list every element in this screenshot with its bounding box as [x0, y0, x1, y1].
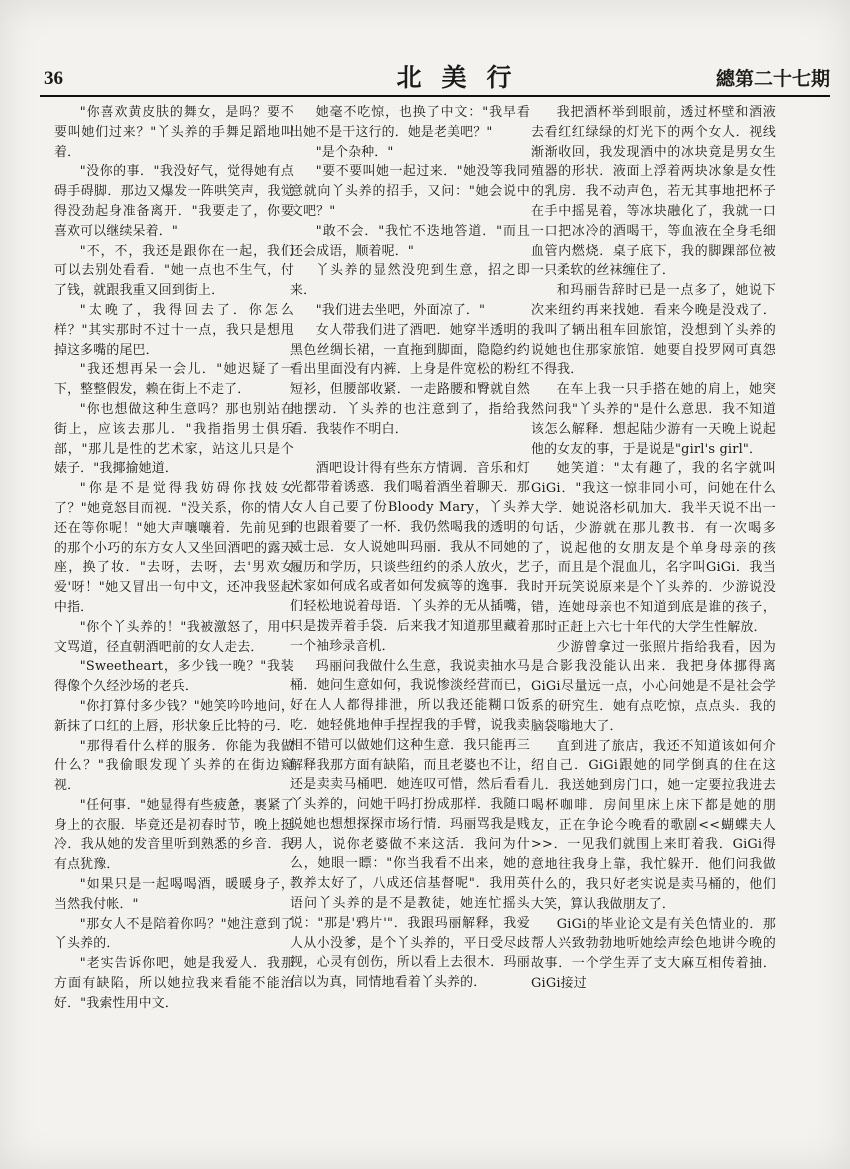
- article-body: [0, 103, 850, 1143]
- paragraph: "敢不会．"我忙不迭地答道．"而且还会成语，顺着呢．": [290, 223, 530, 259]
- page-number: 36: [44, 68, 63, 89]
- paragraph: "任何事．"她显得有些疲惫，裹紧了身上的衣服．毕竟还是初春时节，晚上挺冷．我从她的发音里听到熟悉的乡音．我有点犹豫．: [54, 797, 294, 873]
- paragraph: "是个杂种．": [315, 144, 394, 160]
- paragraph: 她毫不吃惊，也换了中文："我早看出她不是干这行的．她是老美吧？": [290, 105, 530, 140]
- paragraph: "我们进去坐吧，外面凉了．": [315, 302, 486, 318]
- paragraph: 玛丽问我做什么生意，我说卖抽水马桶．她问生意如何，我说惨淡经营而已，好在人人都得排泄，所以我还能糊口饭吃．她轻佻地伸手捏捏我的手臂，说我卖相不错可以做她们这种生意．我只能再三解释我那方面有缺陷，而且老婆也不让，还是卖卖马桶吧．她连叹可惜，然后看看丫头养的，问她干吗打扮成那样．我随口说她也想想探探市场行情．玛丽骂我是贱男人，说你老婆做不来这活．我问为什么，她眼一瞟："你当我看不出来，她的教养太好了，八成还信基督呢"．我用英语问丫头养的是不是教徒，她连忙摇头说："那是'鸦片'"．我跟玛丽解释，我爱人从小没爹，是个丫头养的，平日受尽歧视，心灵有创伤，所以看上去很木．玛丽信以为真，同情地看着丫头养的．: [290, 658, 530, 991]
- paragraph: "要不要叫她一起过来．"她没等我同意就向丫头养的招手，又问："她会说中文吧？": [290, 164, 530, 219]
- paragraph: "你喜欢黄皮肤的舞女，是吗？要不要叫她们过来？"丫头养的手舞足蹈地叫着．: [54, 105, 294, 160]
- paragraph: 酒吧设计得有些东方情调．音乐和灯光都带着诱惑．我们喝着酒坐着聊天．那女人自己要了份Bloody Mary，丫头养的也跟着要了一杯．我仍然喝我的透明的威士忌．女人说她叫玛丽．我从不同她的履历和学历，只谈些纽约的杀人放火，艺术家如何成名或者如何发疯等的逸事．我们轻松地说着母语．丫头养的无从插嘴，只是拨弄着手袋．后来我才知道那里藏着一个袖珍录音机．: [290, 460, 530, 654]
- paragraph: "如果只是一起喝喝酒，暖暖身子，当然我付帐．": [54, 877, 294, 912]
- paragraph: "老实告诉你吧，她是我爱人．我那方面有缺陷，所以她拉我来看能不能治好．"我索性用中文．: [54, 956, 294, 1011]
- paragraph: 女人带我们进了酒吧．她穿半透明的黑色丝绸长裙，一直拖到脚面，隐隐约约看出里面没有内裤．上身是件宽松的粉红短衫，但腰部收紧．一走路腰和臀就自然地摆动．丫头养的也注意到了，指给我看．我装作不明白．: [290, 322, 530, 437]
- paragraph: 少游曾拿过一张照片指给我看，因为是合影我没能认出来．我把身体挪得离GiGi尽量远一点，小心问她是不是社会学系的研究生．她有点吃惊，点点头．我的脑袋嗡地大了．: [531, 639, 776, 734]
- paragraph: "你也想做这种生意吗？那也别站在街上，应该去那儿．"我指指男士俱乐部，"那儿是性的艺术家，站这儿只是个婊子．"我揶揄她道．: [54, 401, 294, 477]
- paragraph: "太晚了，我得回去了．你怎么样？"其实那时不过十一点，我只是想甩掉这多嘴的尾巴．: [54, 302, 294, 358]
- paragraph: 在车上我一只手搭在她的肩上，她突然问我"丫头养的"是什么意思．我不知道该怎么解释．想起陆少游有一天晚上说起他的女友的事，于是说是"girl's girl"．: [531, 382, 776, 457]
- page-header: [44, 58, 830, 98]
- issue-number: 總第二十七期: [715, 68, 830, 90]
- paragraph: "我还想再呆一会儿．"她迟疑了一下，整整假发，赖在街上不走了．: [54, 362, 294, 398]
- paragraph: 丫头养的显然没兜到生意，招之即来．: [290, 263, 530, 299]
- paragraph: "你打算付多少钱？"她笑吟吟地问，新抹了口红的上唇，形状象丘比特的弓．: [54, 698, 294, 734]
- text-column-2: [290, 103, 530, 993]
- paragraph: 我把酒杯举到眼前，透过杯壁和酒液去看红红绿绿的灯光下的两个女人．视线渐渐收回，我发现酒中的冰块竟是男女生殖器的形状．液面上浮着两块冰象是女性的乳房．我不动声色，若无其事地把杯子在手中摇晃着，等冰块融化了，我就一口一口把冰冷的酒喝干，等血液在全身毛细血管内燃烧．桌子底下，我的脚踝部位被一只柔软的丝袜缠住了．: [531, 105, 776, 279]
- paragraph: "那女人不是陪着你吗？"她注意到了丫头养的．: [54, 916, 294, 952]
- text-column-3: [531, 103, 776, 994]
- paragraph: 和玛丽告辞时已是一点多了，她说下次来纽约再来找她．看来今晚是没戏了．我叫了辆出租车回旅馆，没想到丫头养的说她也住那家旅馆．她要自投罗网可真怨不得我．: [531, 283, 776, 378]
- header-rule: [40, 95, 830, 97]
- paragraph: "Sweetheart，多少钱一晚？"我装得像个久经沙场的老兵．: [54, 659, 294, 695]
- magazine-title: 北美行: [396, 63, 532, 92]
- paragraph: "你个丫头养的！"我被激怒了，用中文骂道，径直朝酒吧前的女人走去．: [54, 619, 294, 655]
- paragraph: 她笑道："太有趣了，我的名字就叫GiGi．"我这一惊非同小可，问她在什么大学．她说洛杉矶加大．我半天说不出一句话，少游就在那儿教书．有一次喝多了，说起他的女朋友是个单身母亲的孩子，而且是个混血儿，名字叫GiGi．我当时开玩笑说原来是个丫头养的．少游说没错，连她母亲也不知道到底是谁的孩子，那时正赶上六七十年代的大学生性解放．: [531, 461, 776, 635]
- text-column-1: [54, 103, 294, 1014]
- paragraph: 直到进了旅店，我还不知道该如何介绍自己．GiGi跟她的同学倒真的住在这儿．我送她到房门口，她一定要拉我进去喝杯咖啡．房间里床上床下都是她的朋友，正在争论今晚看的歌剧<<蝴蝶夫人>>．一见我们就围上来盯着我．GiGi得意地往我身上靠，我忙躲开．他们问我做什么的，我只好老实说是卖马桶的，他们大笑，算认我做朋友了．: [531, 738, 776, 912]
- paragraph: "没你的事．"我没好气，觉得她有点碍手碍脚．那边又爆发一阵哄笑声，我觉得没劲起身准备离开．"我要走了，你要喜欢可以继续呆着．": [54, 164, 294, 239]
- paragraph: "不，不，我还是跟你在一起，我们可以去别处看看．"她一点也不生气，付了钱，就跟我重又回到街上．: [54, 243, 294, 299]
- paragraph: "你是不是觉得我妨碍你找妓女了？"她竟怒目而视．"没关系，你的情人还在等你呢！"她大声嚷嚷着．先前见到的那个小巧的东方女人又坐回酒吧的露天座，换了妆．"去呀，去呀，去'男欢女爱'呀！"她又冒出一句中文，还冲我竖起中指．: [54, 481, 294, 615]
- paragraph: "那得看什么样的服务．你能为我做什么？"我偷眼发现丫头养的在街边窥视．: [54, 738, 294, 794]
- paragraph: GiGi的毕业论文是有关色情业的．那帮人兴致勃勃地听她绘声绘色地讲今晚的故事．一个学生弄了支大麻互相传着抽．GiGi接过: [531, 916, 776, 992]
